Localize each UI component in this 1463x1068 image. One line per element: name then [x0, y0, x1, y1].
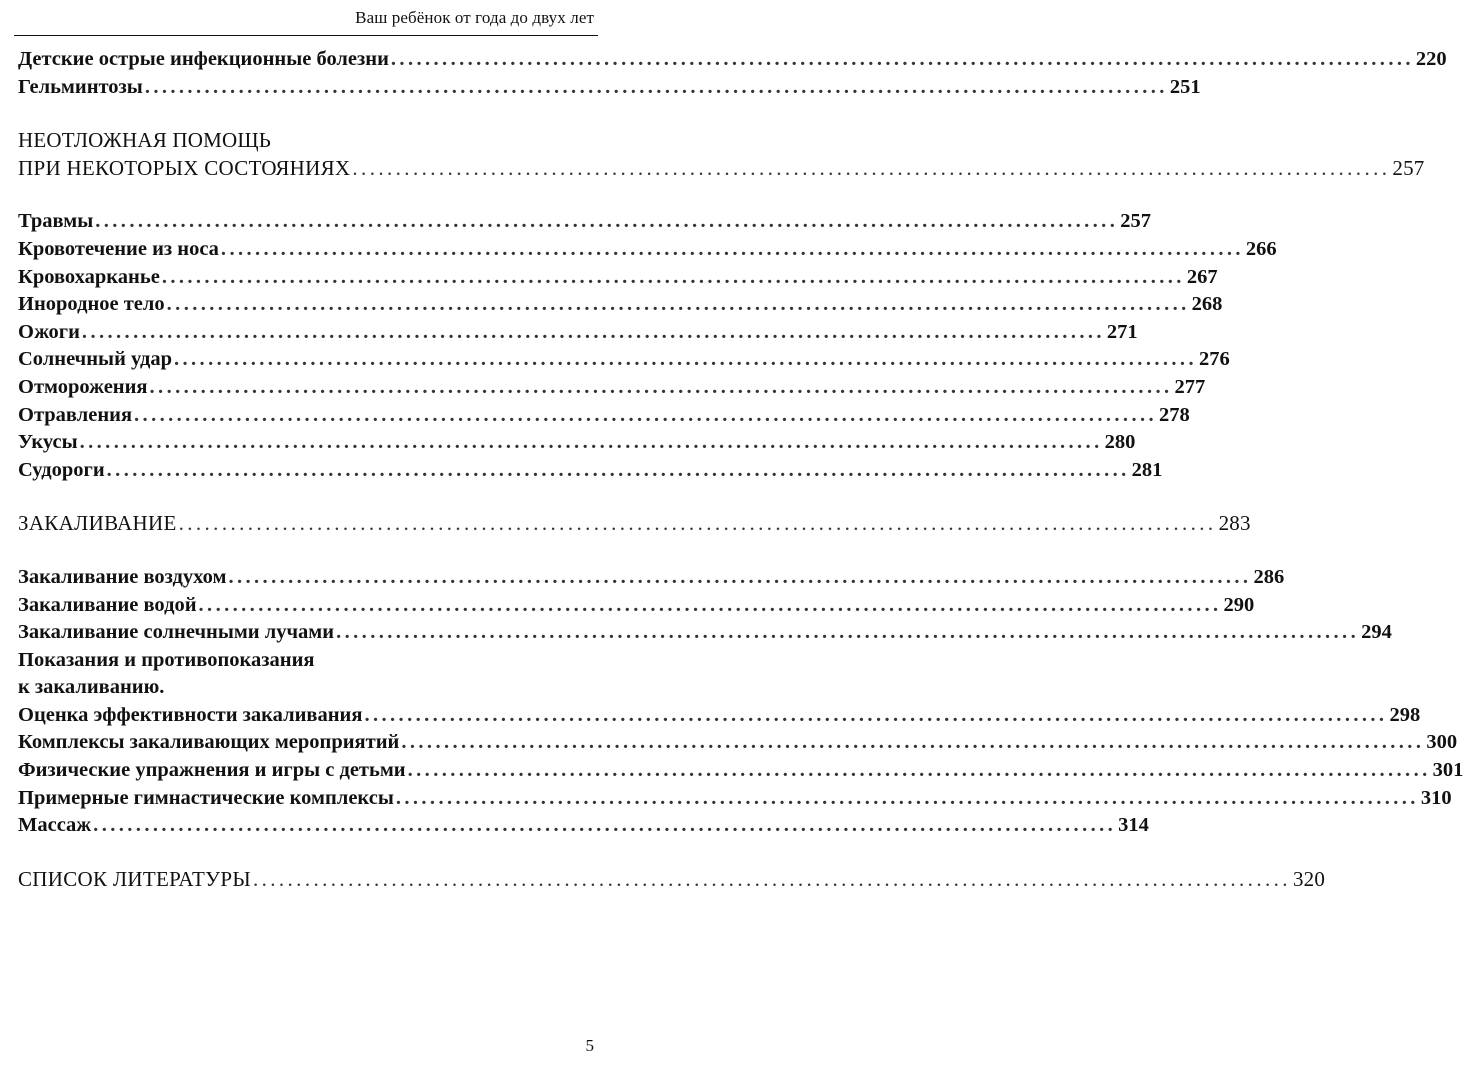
toc-entry-hardening-complexes[interactable]	[18, 729, 1458, 757]
toc-leader-dots: ........................................................................................................................	[252, 866, 1291, 891]
table-of-contents	[18, 46, 1463, 893]
toc-entry-page: 286	[1253, 565, 1285, 588]
toc-entry-water-hardening[interactable]	[18, 592, 1255, 620]
toc-leader-dots: ........................................................................................................................	[390, 48, 1414, 70]
toc-entry-page: 294	[1361, 621, 1392, 644]
toc-entry-seizures[interactable]	[18, 457, 1163, 485]
toc-entry-label: ЗАКАЛИВАНИЕ	[18, 511, 177, 536]
toc-entry-frostbite[interactable]	[18, 374, 1206, 402]
toc-entry-air-hardening[interactable]	[18, 564, 1285, 592]
toc-entry-label: Комплексы закаливающих мероприятий	[18, 731, 400, 754]
toc-entry-sunstroke[interactable]	[18, 346, 1230, 374]
toc-leader-dots: ........................................................................................................................	[352, 155, 1391, 180]
toc-entry-label: Травмы	[18, 210, 94, 233]
toc-entry-label: Отморожения	[18, 375, 148, 398]
toc-entry-label: Примерные гимнастические комплексы	[18, 786, 394, 809]
toc-entry-label: Закаливание солнечными лучами	[18, 621, 335, 644]
toc-entry-page: 268	[1191, 293, 1223, 316]
toc-entry-gymnastic-complexes[interactable]	[18, 785, 1452, 813]
running-header	[14, 0, 598, 36]
toc-leader-dots: ........................................................................................................................	[95, 210, 1119, 233]
toc-leader-dots: ........................................................................................................................	[228, 565, 1252, 588]
toc-entry-indications-line1[interactable]: Показания и противопоказания	[18, 648, 315, 671]
toc-entry-effectiveness[interactable]	[18, 702, 1421, 730]
toc-entry-helminthiasis[interactable]	[18, 74, 1201, 102]
toc-leader-dots: ........................................................................................................................	[395, 786, 1419, 809]
toc-leader-dots: ........................................................................................................................	[407, 759, 1431, 782]
toc-leader-dots: ........................................................................................................................	[149, 375, 1173, 398]
toc-entry-infectious-diseases[interactable]	[18, 46, 1447, 74]
toc-entry-page: 320	[1292, 866, 1326, 891]
toc-leader-dots: ........................................................................................................................	[178, 511, 1217, 536]
toc-entry-foreign-body[interactable]	[18, 291, 1223, 319]
toc-entry-page: 276	[1198, 348, 1230, 371]
toc-entry-page: 257	[1392, 155, 1425, 180]
toc-leader-dots: ........................................................................................................................	[166, 293, 1190, 316]
toc-entry-label: Оценка эффективности закаливания	[18, 703, 363, 726]
toc-entry-page: 280	[1104, 431, 1136, 454]
toc-entry-page: 310	[1420, 786, 1452, 809]
toc-entry-page: 251	[1169, 75, 1201, 98]
toc-entry-page: 277	[1174, 375, 1206, 398]
toc-entry-page: 300	[1426, 731, 1458, 754]
toc-entry-injuries[interactable]	[18, 208, 1151, 236]
page-number: 5	[585, 1036, 594, 1055]
toc-leader-dots: ........................................................................................................................	[93, 814, 1117, 837]
toc-leader-dots: ........................................................................................................................	[161, 265, 1185, 288]
toc-leader-dots: ........................................................................................................................	[81, 320, 1105, 343]
toc-entry-nosebleed[interactable]	[18, 236, 1277, 264]
toc-entry-page: 271	[1106, 320, 1138, 343]
toc-entry-label: Физические упражнения и игры с детьми	[18, 759, 406, 782]
toc-leader-dots: ........................................................................................................................	[198, 593, 1222, 616]
toc-section-emergency[interactable]	[18, 155, 1425, 183]
toc-entry-burns[interactable]	[18, 319, 1138, 347]
toc-entry-label: Солнечный удар	[18, 348, 172, 371]
toc-entry-label: СПИСОК ЛИТЕРАТУРЫ	[18, 866, 251, 891]
toc-entry-massage[interactable]	[18, 812, 1149, 840]
toc-entry-label: ПРИ НЕКОТОРЫХ СОСТОЯНИЯХ	[18, 155, 351, 180]
toc-entry-label: Судороги	[18, 458, 105, 481]
toc-entry-label: Закаливание воздухом	[18, 565, 227, 588]
toc-entry-sun-hardening[interactable]	[18, 619, 1392, 647]
toc-entry-page: 267	[1186, 265, 1218, 288]
toc-leader-dots: ........................................................................................................................	[134, 403, 1158, 426]
book-title: Ваш ребёнок от года до двух лет	[355, 8, 594, 27]
toc-leader-dots: ........................................................................................................................	[144, 75, 1168, 98]
toc-entry-page: 257	[1120, 210, 1151, 233]
toc-entry-exercises-games[interactable]	[18, 757, 1463, 785]
toc-leader-dots: ........................................................................................................................	[106, 458, 1130, 481]
toc-entry-page: 278	[1159, 403, 1190, 426]
toc-entry-label: Инородное тело	[18, 293, 165, 316]
toc-entry-page: 290	[1223, 593, 1255, 616]
toc-entry-label: Массаж	[18, 814, 92, 837]
toc-entry-page: 314	[1118, 814, 1149, 837]
toc-entry-label: Ожоги	[18, 320, 80, 343]
toc-leader-dots: ........................................................................................................................	[401, 731, 1425, 754]
toc-entry-indications-line2[interactable]: к закаливанию.	[18, 676, 165, 699]
toc-entry-page: 220	[1415, 48, 1447, 70]
toc-entry-label: Отравления	[18, 403, 133, 426]
toc-entry-page: 283	[1218, 511, 1251, 536]
toc-leader-dots: ........................................................................................................................	[220, 237, 1244, 260]
toc-entry-label: Гельминтозы	[18, 75, 143, 98]
toc-section-emergency-line1: НЕОТЛОЖНАЯ ПОМОЩЬ	[18, 128, 272, 153]
toc-section-literature[interactable]	[18, 866, 1326, 894]
toc-entry-label: Кровотечение из носа	[18, 237, 219, 260]
toc-entry-label: Кровохарканье	[18, 265, 160, 288]
toc-entry-hemoptysis[interactable]	[18, 264, 1218, 292]
toc-entry-page: 301	[1432, 759, 1463, 782]
toc-leader-dots: ........................................................................................................................	[336, 621, 1360, 644]
toc-entry-page: 298	[1389, 703, 1421, 726]
toc-entry-page: 266	[1245, 237, 1277, 260]
toc-leader-dots: ........................................................................................................................	[79, 431, 1103, 454]
toc-entry-label: Укусы	[18, 431, 78, 454]
toc-entry-bites[interactable]	[18, 429, 1136, 457]
toc-leader-dots: ........................................................................................................................	[364, 703, 1388, 726]
toc-entry-label: Детские острые инфекционные болезни	[18, 48, 389, 70]
toc-entry-page: 281	[1131, 458, 1163, 481]
toc-entry-poisoning[interactable]	[18, 402, 1190, 430]
toc-entry-label: Закаливание водой	[18, 593, 197, 616]
toc-section-hardening[interactable]	[18, 510, 1251, 538]
toc-leader-dots: ........................................................................................................................	[173, 348, 1197, 371]
